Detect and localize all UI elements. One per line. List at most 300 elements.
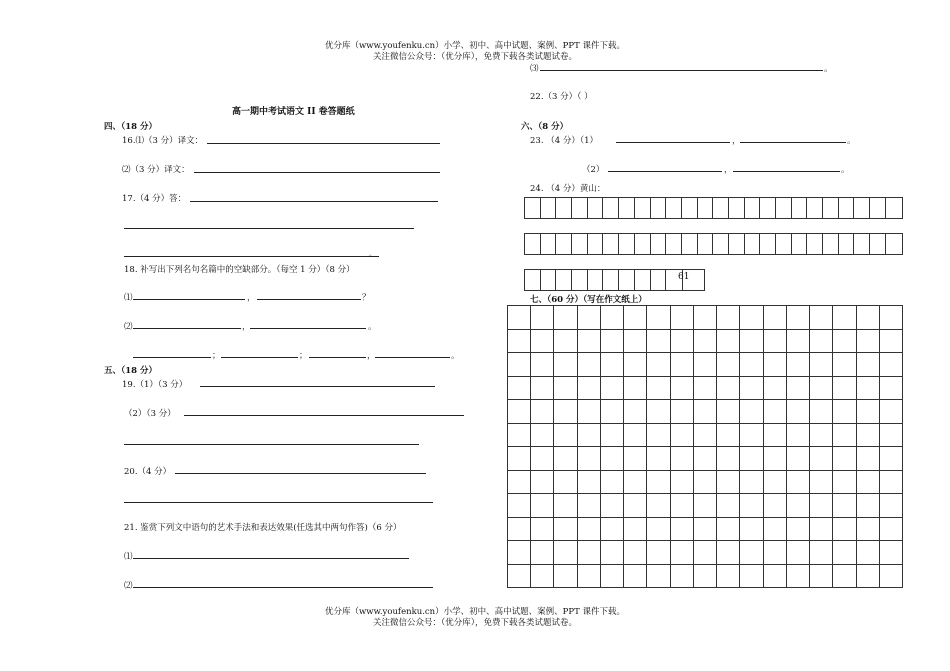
composition-cell[interactable]: [531, 518, 554, 542]
section-six-heading: 六、（8 分）: [521, 122, 569, 132]
composition-cell[interactable]: [764, 377, 787, 401]
answer-box[interactable]: [698, 198, 714, 218]
answer-box[interactable]: [619, 234, 635, 254]
composition-cell[interactable]: [671, 400, 694, 424]
composition-cell[interactable]: [880, 377, 903, 401]
answer-box[interactable]: [556, 198, 572, 218]
composition-cell[interactable]: [531, 494, 554, 518]
q23-2-blank-a[interactable]: [608, 171, 722, 172]
answer-box[interactable]: [603, 198, 619, 218]
q23-2-blank-b[interactable]: [733, 171, 840, 172]
composition-cell[interactable]: [857, 447, 880, 471]
answer-box[interactable]: [635, 198, 651, 218]
composition-cell[interactable]: [508, 424, 531, 448]
q21-2-answer-line[interactable]: [133, 587, 433, 588]
composition-cell[interactable]: [880, 447, 903, 471]
composition-cell[interactable]: [647, 377, 670, 401]
q23-2-end: 。: [841, 165, 850, 175]
composition-cell[interactable]: [531, 424, 554, 448]
composition-cell[interactable]: [578, 353, 601, 377]
composition-cell[interactable]: [880, 306, 903, 330]
composition-cell[interactable]: [787, 494, 810, 518]
q23-1-blank-a[interactable]: [616, 142, 730, 143]
composition-cell[interactable]: [601, 353, 624, 377]
q21-2-number: ⑵: [124, 581, 133, 591]
answer-box[interactable]: [886, 198, 902, 218]
composition-cell[interactable]: [624, 353, 647, 377]
composition-cell[interactable]: [787, 565, 810, 589]
composition-cell[interactable]: [508, 353, 531, 377]
composition-cell[interactable]: [810, 447, 833, 471]
composition-cell[interactable]: [857, 400, 880, 424]
composition-cell[interactable]: [880, 565, 903, 589]
q18-3-blank-d[interactable]: [375, 357, 450, 358]
composition-cell[interactable]: [508, 494, 531, 518]
composition-cell[interactable]: [671, 541, 694, 565]
composition-cell[interactable]: [764, 471, 787, 495]
answer-box[interactable]: [698, 234, 714, 254]
composition-cell[interactable]: [554, 518, 577, 542]
composition-cell[interactable]: [694, 424, 717, 448]
composition-cell[interactable]: [694, 518, 717, 542]
composition-cell[interactable]: [624, 541, 647, 565]
answer-box[interactable]: [682, 198, 698, 218]
composition-cell[interactable]: [833, 565, 856, 589]
composition-cell[interactable]: [740, 424, 763, 448]
composition-cell[interactable]: [578, 447, 601, 471]
composition-cell[interactable]: [624, 471, 647, 495]
composition-cell[interactable]: [717, 541, 740, 565]
composition-cell[interactable]: [531, 471, 554, 495]
composition-cell[interactable]: [880, 400, 903, 424]
composition-cell[interactable]: [671, 447, 694, 471]
composition-cell[interactable]: [531, 541, 554, 565]
composition-cell[interactable]: [740, 377, 763, 401]
composition-cell[interactable]: [880, 494, 903, 518]
composition-cell[interactable]: [554, 424, 577, 448]
composition-cell[interactable]: [833, 330, 856, 354]
answer-box[interactable]: [760, 234, 776, 254]
composition-cell[interactable]: [531, 306, 554, 330]
composition-cell[interactable]: [554, 447, 577, 471]
answer-box[interactable]: [666, 198, 682, 218]
q16-2-answer-line[interactable]: [194, 172, 440, 173]
composition-cell[interactable]: [578, 424, 601, 448]
composition-cell[interactable]: [764, 518, 787, 542]
composition-cell[interactable]: [787, 541, 810, 565]
composition-cell[interactable]: [880, 541, 903, 565]
composition-cell[interactable]: [624, 494, 647, 518]
answer-box[interactable]: [651, 234, 667, 254]
composition-cell[interactable]: [554, 494, 577, 518]
composition-cell[interactable]: [601, 377, 624, 401]
composition-cell[interactable]: [694, 353, 717, 377]
answer-box[interactable]: [854, 234, 870, 254]
composition-cell[interactable]: [764, 330, 787, 354]
composition-cell[interactable]: [694, 565, 717, 589]
composition-cell[interactable]: [694, 400, 717, 424]
answer-box[interactable]: [823, 198, 839, 218]
composition-cell[interactable]: [857, 541, 880, 565]
answer-box[interactable]: [588, 234, 604, 254]
composition-cell[interactable]: [601, 330, 624, 354]
answer-box[interactable]: [635, 270, 651, 290]
composition-cell[interactable]: [554, 330, 577, 354]
composition-cell[interactable]: [578, 565, 601, 589]
composition-cell[interactable]: [647, 353, 670, 377]
composition-cell[interactable]: [764, 353, 787, 377]
answer-box[interactable]: [588, 270, 604, 290]
composition-cell[interactable]: [764, 424, 787, 448]
composition-cell[interactable]: [601, 306, 624, 330]
composition-cell[interactable]: [554, 471, 577, 495]
composition-cell[interactable]: [578, 400, 601, 424]
q18-2-blank-a[interactable]: [133, 328, 241, 329]
answer-box[interactable]: [541, 270, 557, 290]
composition-cell[interactable]: [601, 471, 624, 495]
composition-cell[interactable]: [578, 471, 601, 495]
composition-cell[interactable]: [810, 518, 833, 542]
composition-cell[interactable]: [833, 424, 856, 448]
composition-grid[interactable]: [507, 305, 903, 588]
composition-cell[interactable]: [764, 306, 787, 330]
composition-cell[interactable]: [717, 400, 740, 424]
answer-box[interactable]: [651, 270, 667, 290]
composition-cell[interactable]: [624, 518, 647, 542]
answer-box[interactable]: [651, 198, 667, 218]
composition-cell[interactable]: [787, 330, 810, 354]
composition-cell[interactable]: [787, 306, 810, 330]
q19-2-answer-line-1[interactable]: [184, 415, 464, 416]
answer-box[interactable]: [603, 234, 619, 254]
answer-box[interactable]: [776, 234, 792, 254]
composition-cell[interactable]: [740, 494, 763, 518]
q23-1-blank-b[interactable]: [740, 142, 846, 143]
section-seven-heading: 七、（60 分）（写在作文纸上）: [530, 295, 647, 305]
composition-cell[interactable]: [833, 518, 856, 542]
answer-box[interactable]: [572, 270, 588, 290]
composition-cell[interactable]: [647, 330, 670, 354]
composition-cell[interactable]: [810, 377, 833, 401]
answer-box[interactable]: [886, 234, 902, 254]
composition-cell[interactable]: [531, 400, 554, 424]
composition-cell[interactable]: [740, 541, 763, 565]
composition-cell[interactable]: [694, 330, 717, 354]
composition-cell[interactable]: [857, 377, 880, 401]
answer-box[interactable]: [729, 198, 745, 218]
composition-cell[interactable]: [787, 471, 810, 495]
composition-cell[interactable]: [787, 424, 810, 448]
composition-cell[interactable]: [857, 424, 880, 448]
answer-box[interactable]: [870, 234, 886, 254]
answer-box[interactable]: [588, 198, 604, 218]
composition-cell[interactable]: [810, 494, 833, 518]
composition-cell[interactable]: [717, 306, 740, 330]
answer-box[interactable]: [541, 234, 557, 254]
q18-1-blank-b[interactable]: [257, 299, 361, 300]
q24-box-row-3[interactable]: [524, 269, 683, 291]
composition-cell[interactable]: [787, 400, 810, 424]
composition-cell[interactable]: [578, 330, 601, 354]
composition-cell[interactable]: [671, 471, 694, 495]
answer-box[interactable]: [870, 198, 886, 218]
composition-cell[interactable]: [624, 306, 647, 330]
composition-cell[interactable]: [857, 353, 880, 377]
composition-cell[interactable]: [810, 330, 833, 354]
composition-cell[interactable]: [578, 306, 601, 330]
composition-cell[interactable]: [764, 541, 787, 565]
answer-box[interactable]: [792, 234, 808, 254]
composition-cell[interactable]: [833, 541, 856, 565]
section-five-heading: 五、（18 分）: [104, 366, 158, 376]
composition-cell[interactable]: [833, 494, 856, 518]
composition-cell[interactable]: [717, 377, 740, 401]
answer-box[interactable]: [572, 234, 588, 254]
composition-cell[interactable]: [740, 565, 763, 589]
composition-cell[interactable]: [531, 377, 554, 401]
composition-cell[interactable]: [531, 330, 554, 354]
composition-cell[interactable]: [740, 518, 763, 542]
composition-cell[interactable]: [671, 494, 694, 518]
answer-box[interactable]: [666, 234, 682, 254]
q18-3-blank-c[interactable]: [309, 357, 366, 358]
composition-cell[interactable]: [647, 447, 670, 471]
q17-answer-line-3[interactable]: [124, 256, 379, 257]
q20-answer-line-1[interactable]: [175, 473, 426, 474]
answer-box[interactable]: [745, 198, 761, 218]
composition-cell[interactable]: [880, 330, 903, 354]
composition-cell[interactable]: [601, 565, 624, 589]
q21-1-answer-line[interactable]: [133, 558, 409, 559]
composition-cell[interactable]: [880, 424, 903, 448]
q17-answer-line-1[interactable]: [190, 201, 438, 202]
composition-cell[interactable]: [671, 330, 694, 354]
composition-cell[interactable]: [694, 494, 717, 518]
answer-box[interactable]: [525, 270, 541, 290]
composition-cell[interactable]: [671, 424, 694, 448]
q19-1-answer-line[interactable]: [200, 386, 435, 387]
q24-word-count-label: 61: [678, 272, 690, 282]
composition-cell[interactable]: [554, 306, 577, 330]
composition-cell[interactable]: [531, 565, 554, 589]
q22-label: 22.（3 分）（ ）: [530, 92, 593, 102]
answer-box[interactable]: [682, 234, 698, 254]
composition-cell[interactable]: [601, 424, 624, 448]
answer-box[interactable]: [823, 234, 839, 254]
composition-cell[interactable]: [694, 447, 717, 471]
composition-cell[interactable]: [508, 306, 531, 330]
answer-box[interactable]: [807, 198, 823, 218]
footer-line-2: 关注微信公众号：（优分库），免费下载各类试题试卷。: [372, 618, 577, 628]
composition-cell[interactable]: [764, 447, 787, 471]
composition-cell[interactable]: [531, 353, 554, 377]
composition-cell[interactable]: [554, 353, 577, 377]
q18-1-blank-a[interactable]: [133, 299, 245, 300]
answer-box[interactable]: [760, 198, 776, 218]
composition-cell[interactable]: [740, 471, 763, 495]
answer-box[interactable]: [792, 198, 808, 218]
composition-cell[interactable]: [694, 471, 717, 495]
answer-box[interactable]: [745, 234, 761, 254]
answer-box[interactable]: [556, 234, 572, 254]
answer-box[interactable]: [603, 270, 619, 290]
composition-cell[interactable]: [601, 400, 624, 424]
composition-cell[interactable]: [671, 353, 694, 377]
composition-cell[interactable]: [647, 541, 670, 565]
composition-cell[interactable]: [833, 306, 856, 330]
composition-cell[interactable]: [857, 518, 880, 542]
answer-box[interactable]: [713, 234, 729, 254]
composition-cell[interactable]: [880, 471, 903, 495]
answer-box[interactable]: [635, 234, 651, 254]
composition-cell[interactable]: [647, 400, 670, 424]
composition-cell[interactable]: [671, 306, 694, 330]
composition-cell[interactable]: [810, 353, 833, 377]
answer-box[interactable]: [776, 198, 792, 218]
answer-box[interactable]: [556, 270, 572, 290]
composition-cell[interactable]: [578, 494, 601, 518]
composition-cell[interactable]: [717, 330, 740, 354]
composition-cell[interactable]: [833, 471, 856, 495]
composition-cell[interactable]: [880, 518, 903, 542]
composition-cell[interactable]: [624, 424, 647, 448]
composition-cell[interactable]: [787, 353, 810, 377]
composition-cell[interactable]: [624, 377, 647, 401]
composition-cell[interactable]: [764, 494, 787, 518]
composition-cell[interactable]: [717, 424, 740, 448]
composition-cell[interactable]: [857, 471, 880, 495]
composition-cell[interactable]: [810, 424, 833, 448]
q19-2-answer-line-2[interactable]: [124, 444, 419, 445]
composition-cell[interactable]: [857, 306, 880, 330]
composition-cell[interactable]: [624, 400, 647, 424]
answer-box[interactable]: [525, 234, 541, 254]
composition-cell[interactable]: [601, 518, 624, 542]
composition-cell[interactable]: [624, 447, 647, 471]
q18-3-blank-b[interactable]: [221, 357, 298, 358]
composition-cell[interactable]: [601, 494, 624, 518]
answer-box[interactable]: [541, 198, 557, 218]
composition-cell[interactable]: [647, 306, 670, 330]
composition-cell[interactable]: [531, 447, 554, 471]
composition-cell[interactable]: [740, 447, 763, 471]
composition-cell[interactable]: [508, 330, 531, 354]
composition-cell[interactable]: [740, 330, 763, 354]
composition-cell[interactable]: [508, 541, 531, 565]
composition-cell[interactable]: [508, 565, 531, 589]
composition-cell[interactable]: [810, 400, 833, 424]
composition-cell[interactable]: [740, 400, 763, 424]
composition-cell[interactable]: [717, 447, 740, 471]
composition-cell[interactable]: [810, 565, 833, 589]
answer-box[interactable]: [619, 270, 635, 290]
composition-cell[interactable]: [787, 377, 810, 401]
composition-cell[interactable]: [508, 400, 531, 424]
composition-cell[interactable]: [764, 400, 787, 424]
composition-cell[interactable]: [717, 565, 740, 589]
composition-cell[interactable]: [810, 306, 833, 330]
composition-cell[interactable]: [833, 400, 856, 424]
composition-cell[interactable]: [694, 541, 717, 565]
composition-cell[interactable]: [857, 494, 880, 518]
composition-cell[interactable]: [694, 377, 717, 401]
composition-cell[interactable]: [810, 541, 833, 565]
composition-cell[interactable]: [647, 471, 670, 495]
composition-cell[interactable]: [787, 518, 810, 542]
answer-box[interactable]: [713, 198, 729, 218]
composition-cell[interactable]: [508, 377, 531, 401]
answer-box[interactable]: [807, 234, 823, 254]
q18-2-end: 。: [368, 322, 377, 332]
composition-cell[interactable]: [647, 424, 670, 448]
composition-cell[interactable]: [601, 447, 624, 471]
composition-cell[interactable]: [764, 565, 787, 589]
composition-cell[interactable]: [740, 353, 763, 377]
composition-cell[interactable]: [833, 447, 856, 471]
composition-cell[interactable]: [508, 471, 531, 495]
q18-3-blank-a[interactable]: [133, 357, 211, 358]
composition-cell[interactable]: [671, 565, 694, 589]
composition-cell[interactable]: [717, 518, 740, 542]
composition-cell[interactable]: [601, 541, 624, 565]
composition-cell[interactable]: [554, 377, 577, 401]
q18-2-blank-b[interactable]: [250, 328, 366, 329]
composition-cell[interactable]: [554, 541, 577, 565]
composition-cell[interactable]: [508, 447, 531, 471]
composition-cell[interactable]: [810, 471, 833, 495]
answer-box[interactable]: [854, 198, 870, 218]
composition-cell[interactable]: [578, 377, 601, 401]
q16-1-answer-line[interactable]: [207, 143, 440, 144]
answer-box[interactable]: [839, 198, 855, 218]
composition-cell[interactable]: [671, 518, 694, 542]
q17-answer-line-2[interactable]: [124, 228, 414, 229]
q21-3-answer-line[interactable]: [540, 70, 823, 71]
composition-cell[interactable]: [857, 565, 880, 589]
composition-cell[interactable]: [787, 447, 810, 471]
q24-box-row-2[interactable]: [524, 233, 903, 255]
composition-cell[interactable]: [647, 494, 670, 518]
answer-box[interactable]: [572, 198, 588, 218]
composition-cell[interactable]: [740, 306, 763, 330]
answer-box[interactable]: [839, 234, 855, 254]
composition-cell[interactable]: [578, 518, 601, 542]
composition-cell[interactable]: [857, 330, 880, 354]
composition-cell[interactable]: [624, 330, 647, 354]
composition-cell[interactable]: [880, 353, 903, 377]
composition-cell[interactable]: [647, 518, 670, 542]
q20-answer-line-2[interactable]: [124, 502, 433, 503]
composition-cell[interactable]: [833, 353, 856, 377]
composition-cell[interactable]: [624, 565, 647, 589]
composition-cell[interactable]: [554, 400, 577, 424]
composition-cell[interactable]: [578, 541, 601, 565]
composition-cell[interactable]: [508, 518, 531, 542]
answer-box[interactable]: [729, 234, 745, 254]
composition-cell[interactable]: [671, 377, 694, 401]
composition-cell[interactable]: [647, 565, 670, 589]
q24-box-row-1[interactable]: [524, 197, 903, 219]
composition-cell[interactable]: [694, 306, 717, 330]
composition-cell[interactable]: [717, 494, 740, 518]
q18-1-number: ⑴: [124, 293, 133, 303]
answer-box[interactable]: [619, 198, 635, 218]
answer-box[interactable]: [525, 198, 541, 218]
composition-cell[interactable]: [717, 353, 740, 377]
composition-cell[interactable]: [554, 565, 577, 589]
composition-cell[interactable]: [833, 377, 856, 401]
composition-cell[interactable]: [717, 471, 740, 495]
